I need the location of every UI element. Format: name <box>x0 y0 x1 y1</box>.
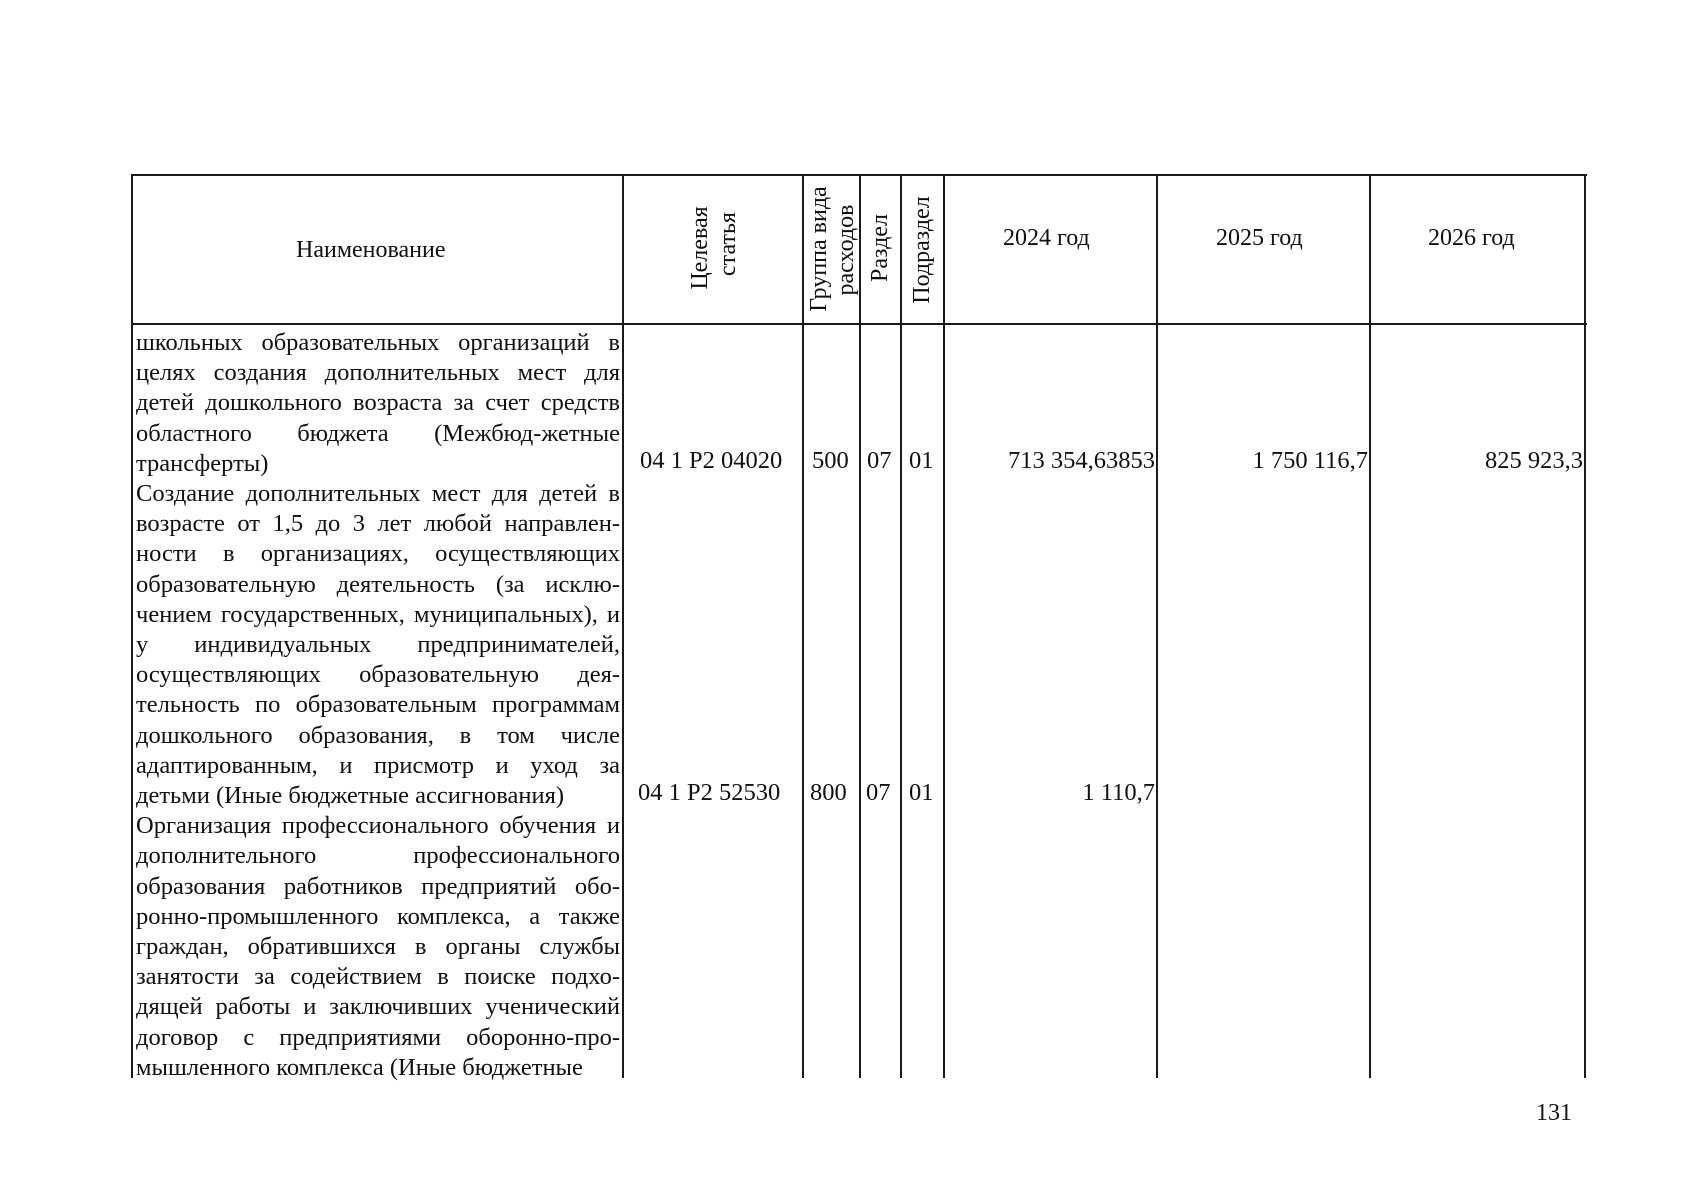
header-group-line2: расходов <box>833 204 859 296</box>
header-2025: 2025 год <box>1216 225 1303 251</box>
header-subsection: Подраздел <box>909 196 935 304</box>
col-divider-target <box>802 174 804 1078</box>
row-2-section: 07 <box>866 779 891 806</box>
row-3-name: Организация профессионального обучения и дополнительного профессионального образования работников предприятий обо-ронно-промышленного комплекса, а также граждан, обратившихся в органы службы занятости за содействием в поиске подхо-дящей работы и заключивших ученический договор с предприятиями оборонно-про-мышленного комплекса (Иные бюджетные <box>136 812 620 1081</box>
col-right-border <box>1584 174 1586 1078</box>
page-number: 131 <box>1536 1100 1572 1126</box>
row-2-subsection: 01 <box>909 779 934 806</box>
header-target-line2: статья <box>715 212 741 276</box>
row-1-2026: 825 923,3 <box>1485 447 1583 474</box>
row-1-group: 500 <box>812 447 849 474</box>
col-divider-2024 <box>1156 174 1158 1078</box>
row-1-2024: 713 354,63853 <box>1008 447 1155 474</box>
col-divider-2025 <box>1369 174 1371 1078</box>
row-1-section: 07 <box>867 447 892 474</box>
header-name: Наименование <box>296 237 446 263</box>
row-1-2025: 1 750 116,7 <box>1252 447 1368 474</box>
row-1-target: 04 1 P2 04020 <box>640 447 783 474</box>
col-divider-name <box>622 174 624 1078</box>
col-divider-subsection <box>943 174 945 1078</box>
row-2-name: Создание дополнительных мест для детей в возрасте от 1,5 до 3 лет любой направлен-ности в организациях, осуществляющих образовательную деятельность (за исклю-чением государственных, муниципальных), и у индивидуальных предпринимателей, осуществляющих образовательную дея-тельность по образовательным программам дошкольного образования, в том числе адаптированным, и присмотр и уход за детьми (Иные бюджетные ассигнования) <box>136 480 620 810</box>
row-2-target: 04 1 P2 52530 <box>638 779 781 806</box>
col-divider-group <box>859 174 861 1078</box>
col-left-border <box>131 174 133 1078</box>
header-2024: 2024 год <box>1003 225 1090 251</box>
header-group-line1: Группа вида <box>806 186 832 312</box>
row-1-subsection: 01 <box>909 447 934 474</box>
row-1-name: школьных образовательных организаций в целях создания дополнительных мест для детей дошкольного возраста за счет средств областного бюджета (Межбюд-жетные трансферты) <box>136 329 620 477</box>
row-2-2024: 1 110,7 <box>1082 779 1155 806</box>
name-column <box>136 328 620 1083</box>
col-divider-section <box>900 174 902 1078</box>
header-2026: 2026 год <box>1428 225 1515 251</box>
row-2-group: 800 <box>810 779 847 806</box>
header-target-line1: Целевая <box>687 206 713 290</box>
header-section: Раздел <box>867 214 893 282</box>
